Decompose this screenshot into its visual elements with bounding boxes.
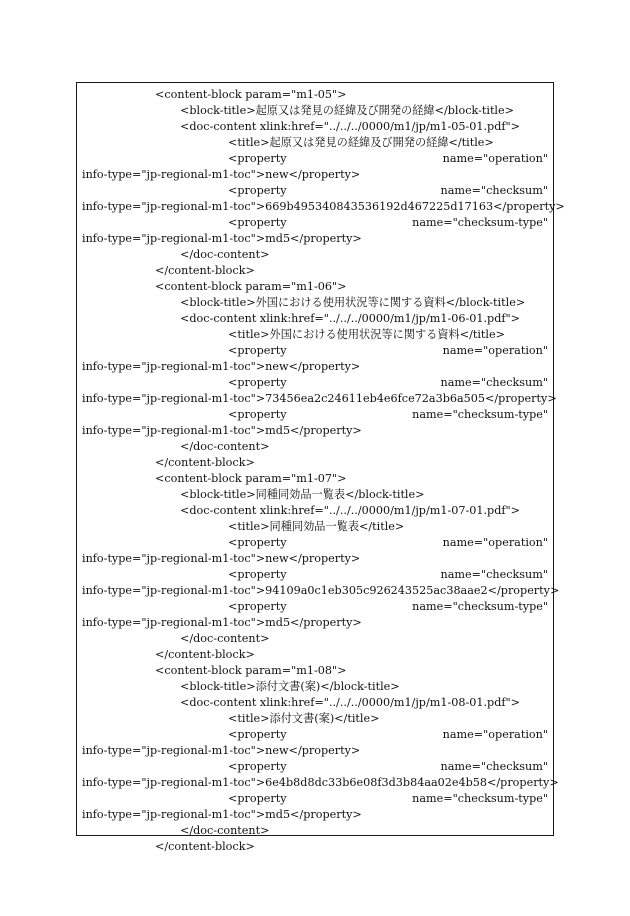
doc-content-open: <doc-content xlink:href="../../../0000/m1/jp/m1-07-01.pdf"> [180, 504, 521, 517]
content-block-open: <content-block param="m1-07"> [155, 472, 347, 485]
property-info-line: info-type="jp-regional-m1-toc">73456ea2c24611eb4e6fce72a3b6a505</property> [82, 392, 557, 405]
property-open: <property [228, 152, 287, 165]
property-info-line: info-type="jp-regional-m1-toc">new</property> [82, 360, 361, 373]
property-info-line: info-type="jp-regional-m1-toc">6e4b8d8dc33b6e08f3d3b84aa02e4b58</property> [82, 776, 559, 789]
property-name-attr: name="operation" [442, 152, 548, 165]
doc-content-open: <doc-content xlink:href="../../../0000/m1/jp/m1-05-01.pdf"> [180, 120, 521, 133]
doc-content-open: <doc-content xlink:href="../../../0000/m1/jp/m1-08-01.pdf"> [180, 696, 521, 709]
content-block-close: </content-block> [155, 648, 255, 661]
property-open: <property [228, 536, 287, 549]
content-block-close: </content-block> [155, 264, 255, 277]
content-block-close: </content-block> [155, 456, 255, 469]
property-open: <property [228, 408, 287, 421]
title-line: <title>起原又は発見の経緯及び開発の経緯</title> [228, 136, 494, 149]
property-open: <property [228, 376, 287, 389]
property-info-line: info-type="jp-regional-m1-toc">md5</property> [82, 232, 362, 245]
property-name-attr: name="checksum" [440, 568, 548, 581]
property-info-line: info-type="jp-regional-m1-toc">new</property> [82, 168, 361, 181]
block-title-line: <block-title>同種同効品一覧表</block-title> [180, 488, 425, 501]
property-info-line: info-type="jp-regional-m1-toc">669b495340843536192d467225d17163</property> [82, 200, 565, 213]
content-block-close: </content-block> [155, 840, 255, 853]
property-name-attr: name="checksum-type" [412, 600, 548, 613]
property-name-attr: name="operation" [442, 536, 548, 549]
property-name-attr: name="checksum-type" [412, 216, 548, 229]
property-info-line: info-type="jp-regional-m1-toc">md5</property> [82, 424, 362, 437]
property-open: <property [228, 184, 287, 197]
property-open: <property [228, 792, 287, 805]
block-title-line: <block-title>起原又は発見の経緯及び開発の経緯</block-title> [180, 104, 515, 117]
property-name-attr: name="checksum" [440, 760, 548, 773]
property-open: <property [228, 216, 287, 229]
property-open: <property [228, 728, 287, 741]
title-line: <title>添付文書(案)</title> [228, 712, 380, 725]
property-name-attr: name="operation" [442, 728, 548, 741]
property-name-attr: name="checksum" [440, 184, 548, 197]
block-title-line: <block-title>添付文書(案)</block-title> [180, 680, 400, 693]
doc-content-close: </doc-content> [180, 824, 270, 837]
property-info-line: info-type="jp-regional-m1-toc">new</property> [82, 744, 361, 757]
content-block-open: <content-block param="m1-06"> [155, 280, 347, 293]
property-open: <property [228, 568, 287, 581]
property-info-line: info-type="jp-regional-m1-toc">94109a0c1eb305c926243525ac38aae2</property> [82, 584, 560, 597]
property-name-attr: name="checksum-type" [412, 408, 548, 421]
doc-content-open: <doc-content xlink:href="../../../0000/m1/jp/m1-06-01.pdf"> [180, 312, 521, 325]
property-name-attr: name="checksum" [440, 376, 548, 389]
property-open: <property [228, 600, 287, 613]
property-info-line: info-type="jp-regional-m1-toc">new</property> [82, 552, 361, 565]
property-info-line: info-type="jp-regional-m1-toc">md5</property> [82, 808, 362, 821]
doc-content-close: </doc-content> [180, 632, 270, 645]
content-block-open: <content-block param="m1-05"> [155, 88, 347, 101]
property-name-attr: name="checksum-type" [412, 792, 548, 805]
property-info-line: info-type="jp-regional-m1-toc">md5</property> [82, 616, 362, 629]
title-line: <title>外国における使用状況等に関する資料</title> [228, 328, 505, 341]
property-name-attr: name="operation" [442, 344, 548, 357]
doc-content-close: </doc-content> [180, 248, 270, 261]
property-open: <property [228, 344, 287, 357]
block-title-line: <block-title>外国における使用状況等に関する資料</block-title> [180, 296, 526, 309]
doc-content-close: </doc-content> [180, 440, 270, 453]
content-block-open: <content-block param="m1-08"> [155, 664, 347, 677]
property-open: <property [228, 760, 287, 773]
title-line: <title>同種同効品一覧表</title> [228, 520, 405, 533]
